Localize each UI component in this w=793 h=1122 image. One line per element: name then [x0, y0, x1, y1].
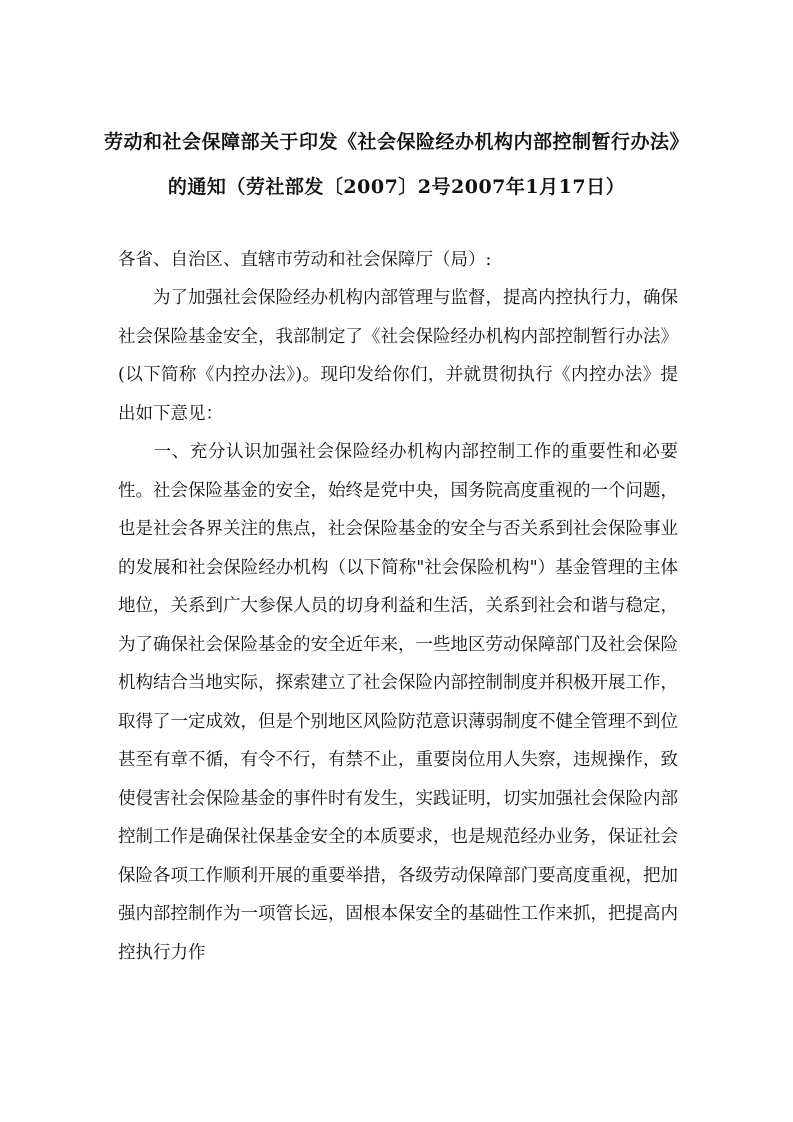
salutation: 各省、自治区、直辖市劳动和社会保障厅（局）:	[118, 250, 492, 270]
document-title-line-2: 的通知（劳社部发〔2007〕2号2007年1月17日）	[167, 176, 626, 198]
paragraph-1-text: 为了加强社会保险经办机构内部管理与监督，提高内控执行力，确保社会保险基金安全，我部制定了《社会保险经办机构内部控制暂行办法》(以下简称《内控办法》)。现印发给你们，并就贯彻执行《内控办法》提出如下意见：	[118, 288, 678, 424]
document-title-line-1: 劳动和社会保障部关于印发《社会保险经办机构内部控制暂行办法》	[103, 131, 689, 153]
paragraph-1	[118, 279, 678, 433]
paragraph-2-text: 一、充分认识加强社会保险经办机构内部控制工作的重要性和必要性。社会保险基金的安全，始终是党中央，国务院高度重视的一个问题，也是社会各界关注的焦点，社会保险基金的安全与否关系到社会保险事业的发展和社会保险经办机构（以下简称"社会保险机构"）基金管理的主体地位，关系到广大参保人员的切身利益和生活，关系到社会和谐与稳定，为了确保社会保险基金的安全近年来，一些地区劳动保障部门及社会保险机构结合当地实际，探索建立了社会保险内部控制制度并积极开展工作，取得了一定成效，但是个别地区风险防范意识薄弱制度不健全管理不到位甚至有章不循，有令不行，有禁不止，重要岗位用人失察，违规操作，致使侵害社会保险基金的事件时有发生，实践证明，切实加强社会保险内部控制工作是确保社保基金安全的本质要求，也是规范经办业务，保证社会保险各项工作顺利开展的重要举措，各级劳动保障部门要高度重视，把加强内部控制作为一项管长远，固根本保安全的基础性工作来抓，把提高内控执行力作	[118, 442, 678, 963]
paragraph-2	[118, 433, 678, 972]
